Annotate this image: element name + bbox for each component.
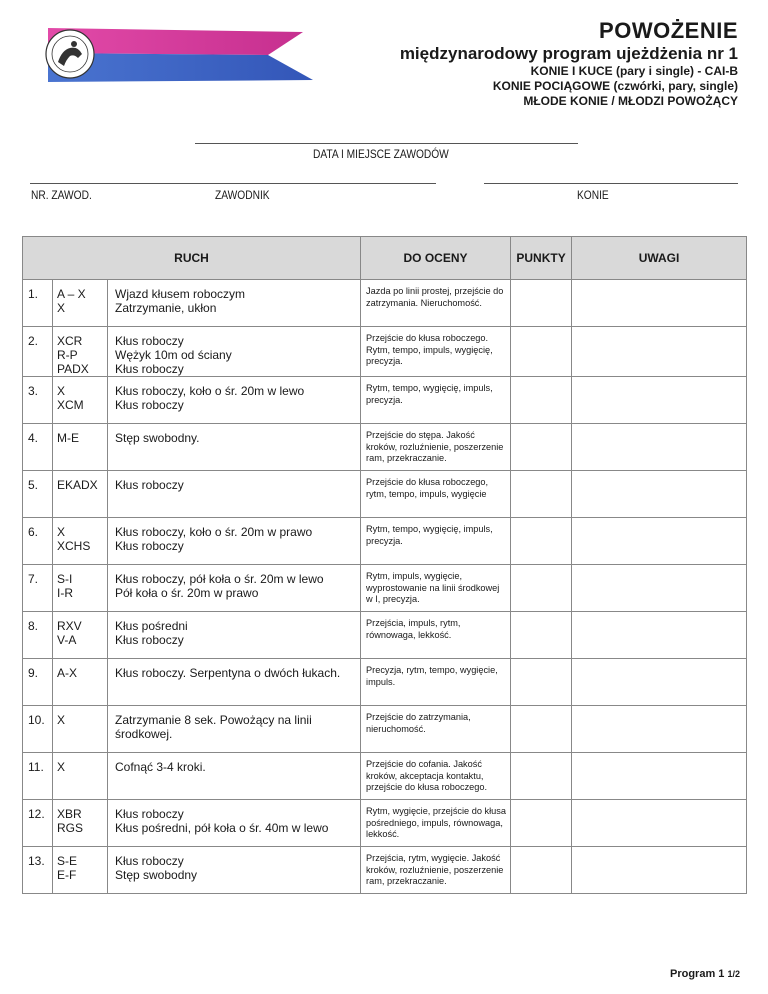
- assessment-criteria: Przejścia, impuls, rytm, równowaga, lekkość.: [361, 612, 511, 659]
- date-place-line[interactable]: [195, 143, 578, 144]
- movement-description: Cofnąć 3-4 kroki.: [108, 753, 361, 800]
- arena-position: S-E E-F: [53, 847, 108, 894]
- table-header-row: [23, 237, 747, 280]
- assessment-criteria: Przejście do cofania. Jakość kroków, akceptacja kontaktu, przejście do kłusa roboczego.: [361, 753, 511, 800]
- arena-position: X XCHS: [53, 518, 108, 565]
- assessment-criteria: Rytm, tempo, wygięcię, impuls, precyzja.: [361, 377, 511, 424]
- row-number: 4.: [23, 424, 53, 471]
- arena-position: X: [53, 753, 108, 800]
- page-footer: [670, 968, 740, 980]
- remarks-cell[interactable]: [572, 659, 747, 706]
- remarks-cell[interactable]: [572, 800, 747, 847]
- assessment-criteria: Przejście do kłusa roboczego, rytm, tempo, impuls, wygięcie: [361, 471, 511, 518]
- competitor-no-label: NR. ZAWOD.: [31, 188, 92, 202]
- program-label: Program 1: [670, 968, 725, 980]
- row-number: 7.: [23, 565, 53, 612]
- points-cell[interactable]: [511, 753, 572, 800]
- arena-position: X XCM: [53, 377, 108, 424]
- competitor-label: ZAWODNIK: [215, 188, 270, 202]
- date-place-label: DATA I MIEJSCE ZAWODÓW: [313, 147, 449, 161]
- movement-description: Kłus roboczy, pół koła o śr. 20m w lewo Pół koła o śr. 20m w prawo: [108, 565, 361, 612]
- assessment-criteria: Przejście do kłusa roboczego. Rytm, tempo, impuls, wygięcię, precyzja.: [361, 327, 511, 377]
- assessment-criteria: Przejście do zatrzymania, nieruchomość.: [361, 706, 511, 753]
- horses-line[interactable]: [484, 183, 738, 184]
- arena-position: XBR RGS: [53, 800, 108, 847]
- row-number: 12.: [23, 800, 53, 847]
- remarks-cell[interactable]: [572, 753, 747, 800]
- points-cell[interactable]: [511, 424, 572, 471]
- table-row: [23, 518, 747, 565]
- movement-description: Kłus roboczy Wężyk 10m od ściany Kłus roboczy: [108, 327, 361, 377]
- points-cell[interactable]: [511, 377, 572, 424]
- category-line-2: KONIE POCIĄGOWE (czwórki, pary, single): [492, 79, 738, 93]
- movement-description: Kłus roboczy. Serpentyna o dwóch łukach.: [108, 659, 361, 706]
- table-row: [23, 327, 747, 377]
- row-number: 6.: [23, 518, 53, 565]
- row-number: 2.: [23, 327, 53, 377]
- row-number: 11.: [23, 753, 53, 800]
- arena-position: X: [53, 706, 108, 753]
- assessment-criteria: Rytm, tempo, wygięcię, impuls, precyzja.: [361, 518, 511, 565]
- category-line-3: MŁODE KONIE / MŁODZI POWOŻĄCY: [523, 94, 738, 108]
- header-assess: DO OCENY: [361, 237, 511, 280]
- arena-position: S-I I-R: [53, 565, 108, 612]
- movement-description: Zatrzymanie 8 sek. Powożący na linii środkowej.: [108, 706, 361, 753]
- assessment-criteria: Przejścia, rytm, wygięcie. Jakość kroków, rozluźnienie, poszerzenie ram, przekraczanie.: [361, 847, 511, 894]
- table-row: [23, 753, 747, 800]
- points-cell[interactable]: [511, 471, 572, 518]
- assessment-criteria: Precyzja, rytm, tempo, wygięcie, impuls.: [361, 659, 511, 706]
- remarks-cell[interactable]: [572, 612, 747, 659]
- remarks-cell[interactable]: [572, 471, 747, 518]
- movement-description: Wjazd kłusem roboczym Zatrzymanie, ukłon: [108, 280, 361, 327]
- arena-position: A-X: [53, 659, 108, 706]
- assessment-criteria: Przejście do stępa. Jakość kroków, rozluźnienie, poszerzenie ram, przekraczanie.: [361, 424, 511, 471]
- competitor-line[interactable]: [103, 183, 436, 184]
- points-cell[interactable]: [511, 280, 572, 327]
- federation-flag-logo: [28, 20, 318, 88]
- remarks-cell[interactable]: [572, 518, 747, 565]
- assessment-criteria: Rytm, impuls, wygięcie, wyprostowanie na linii środkowej w I, precyzja.: [361, 565, 511, 612]
- movement-description: Kłus roboczy: [108, 471, 361, 518]
- arena-position: RXV V-A: [53, 612, 108, 659]
- document-title: POWOŻENIE: [599, 18, 738, 43]
- points-cell[interactable]: [511, 518, 572, 565]
- remarks-cell[interactable]: [572, 424, 747, 471]
- table-row: [23, 706, 747, 753]
- movement-description: Stęp swobodny.: [108, 424, 361, 471]
- category-line-1: KONIE I KUCE (pary i single) - CAI-B: [530, 64, 738, 78]
- header-remarks: UWAGI: [572, 237, 747, 280]
- remarks-cell[interactable]: [572, 706, 747, 753]
- remarks-cell[interactable]: [572, 280, 747, 327]
- remarks-cell[interactable]: [572, 377, 747, 424]
- points-cell[interactable]: [511, 847, 572, 894]
- table-row: [23, 280, 747, 327]
- row-number: 10.: [23, 706, 53, 753]
- remarks-cell[interactable]: [572, 327, 747, 377]
- table-row: [23, 659, 747, 706]
- header-points: PUNKTY: [511, 237, 572, 280]
- horses-label: KONIE: [577, 188, 609, 202]
- document-header: [400, 18, 738, 109]
- points-cell[interactable]: [511, 659, 572, 706]
- competitor-no-line[interactable]: [30, 183, 106, 184]
- table-row: [23, 424, 747, 471]
- row-number: 5.: [23, 471, 53, 518]
- table-row: [23, 612, 747, 659]
- table-row: [23, 377, 747, 424]
- remarks-cell[interactable]: [572, 847, 747, 894]
- document-subtitle: międzynarodowy program ujeżdżenia nr 1: [399, 44, 738, 63]
- arena-position: XCR R-P PADX: [53, 327, 108, 377]
- row-number: 8.: [23, 612, 53, 659]
- points-cell[interactable]: [511, 800, 572, 847]
- movement-description: Kłus roboczy, koło o śr. 20m w prawo Kłus roboczy: [108, 518, 361, 565]
- row-number: 13.: [23, 847, 53, 894]
- score-table: [22, 236, 747, 894]
- arena-position: EKADX: [53, 471, 108, 518]
- row-number: 3.: [23, 377, 53, 424]
- table-row: [23, 565, 747, 612]
- table-row: [23, 800, 747, 847]
- arena-position: M-E: [53, 424, 108, 471]
- movement-description: Kłus roboczy, koło o śr. 20m w lewo Kłus roboczy: [108, 377, 361, 424]
- row-number: 9.: [23, 659, 53, 706]
- arena-position: A – X X: [53, 280, 108, 327]
- remarks-cell[interactable]: [572, 565, 747, 612]
- points-cell[interactable]: [511, 565, 572, 612]
- points-cell[interactable]: [511, 612, 572, 659]
- row-number: 1.: [23, 280, 53, 327]
- points-cell[interactable]: [511, 327, 572, 377]
- assessment-criteria: Jazda po linii prostej, przejście do zatrzymania. Nieruchomość.: [361, 280, 511, 327]
- page-number: 1/2: [727, 969, 740, 979]
- points-cell[interactable]: [511, 706, 572, 753]
- table-row: [23, 471, 747, 518]
- table-row: [23, 847, 747, 894]
- movement-description: Kłus roboczy Stęp swobodny: [108, 847, 361, 894]
- movement-description: Kłus roboczy Kłus pośredni, pół koła o śr. 40m w lewo: [108, 800, 361, 847]
- assessment-criteria: Rytm, wygięcie, przejście do kłusa pośredniego, impuls, równowaga, lekkość.: [361, 800, 511, 847]
- header-movement: RUCH: [23, 237, 361, 280]
- movement-description: Kłus pośredni Kłus roboczy: [108, 612, 361, 659]
